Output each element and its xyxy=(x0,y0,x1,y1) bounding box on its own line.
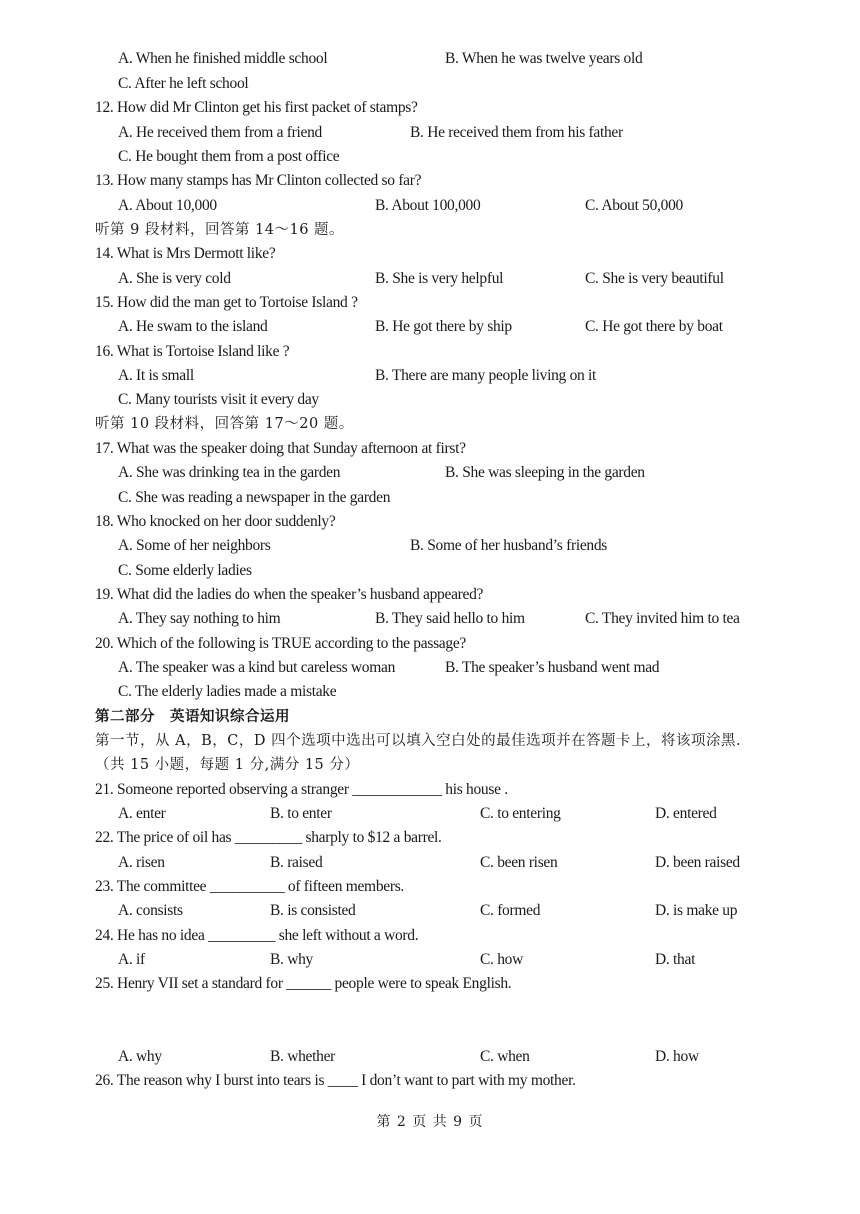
question-line xyxy=(0,169,860,193)
question-line xyxy=(0,972,860,996)
options-line xyxy=(0,559,860,583)
options-line xyxy=(0,388,860,412)
question-text: 17. What was the speaker doing that Sunday afternoon at first? xyxy=(95,440,466,457)
answer-option: B. She was sleeping in the garden xyxy=(445,464,645,481)
options-line xyxy=(0,461,860,485)
answer-option: A. consists xyxy=(118,902,183,919)
question-text: 16. What is Tortoise Island like ? xyxy=(95,343,290,360)
answer-option: D. that xyxy=(655,951,696,968)
options-line xyxy=(0,1045,860,1069)
question-text: 22. The price of oil has _________ sharply to $12 a barrel. xyxy=(95,829,442,846)
answer-option: C. formed xyxy=(480,902,541,919)
question-text: 21. Someone reported observing a stranger ____________ his house . xyxy=(95,781,508,798)
question-text: 26. The reason why I burst into tears is ____ I don’t want to part with my mother. xyxy=(95,1072,576,1089)
answer-option: A. Some of her neighbors xyxy=(118,537,271,554)
answer-option: B. whether xyxy=(270,1048,336,1065)
question-text: 12. How did Mr Clinton get his first packet of stamps? xyxy=(95,99,418,116)
question-line xyxy=(0,632,860,656)
options-line xyxy=(0,899,860,923)
question-text: 25. Henry VII set a standard for ______ people were to speak English. xyxy=(95,975,512,992)
question-line xyxy=(0,340,860,364)
options-line xyxy=(0,486,860,510)
question-text: 14. What is Mrs Dermott like? xyxy=(95,245,276,262)
instruction-line xyxy=(0,753,860,777)
options-line xyxy=(0,72,860,96)
answer-option: A. enter xyxy=(118,805,166,822)
answer-option: A. She is very cold xyxy=(118,270,231,287)
options-line xyxy=(0,534,860,558)
question-line xyxy=(0,875,860,899)
answer-option: B. She is very helpful xyxy=(375,270,504,287)
answer-option: C. They invited him to tea xyxy=(585,610,740,627)
question-line xyxy=(0,510,860,534)
options-line xyxy=(0,948,860,972)
answer-option: C. to entering xyxy=(480,805,561,822)
answer-option: A. She was drinking tea in the garden xyxy=(118,464,341,481)
answer-option: A. why xyxy=(118,1048,162,1065)
section-heading xyxy=(0,705,860,729)
answer-option: C. He got there by boat xyxy=(585,318,723,335)
answer-option: A. They say nothing to him xyxy=(118,610,281,627)
answer-option: B. is consisted xyxy=(270,902,356,919)
question-line xyxy=(0,924,860,948)
answer-option: A. He received them from a friend xyxy=(118,124,322,141)
answer-option: A. The speaker was a kind but careless woman xyxy=(118,659,396,676)
text: 听第 10 段材料，回答第 17～20 题。 xyxy=(95,416,354,432)
question-text: 13. How many stamps has Mr Clinton collected so far? xyxy=(95,172,422,189)
answer-option: B. About 100,000 xyxy=(375,197,481,214)
answer-option: D. is make up xyxy=(655,902,738,919)
answer-option: B. They said hello to him xyxy=(375,610,525,627)
options-line xyxy=(0,364,860,388)
question-line xyxy=(0,437,860,461)
answer-option: C. when xyxy=(480,1048,530,1065)
text: 第二部分 英语知识综合运用 xyxy=(95,708,290,725)
answer-option: B. why xyxy=(270,951,313,968)
question-line xyxy=(0,242,860,266)
answer-option: B. He got there by ship xyxy=(375,318,512,335)
answer-option: C. Some elderly ladies xyxy=(118,562,252,579)
question-line xyxy=(0,826,860,850)
options-line xyxy=(0,315,860,339)
answer-option: D. entered xyxy=(655,805,717,822)
page-footer: 第 2 页 共 9 页 xyxy=(376,1114,484,1130)
answer-option: A. It is small xyxy=(118,367,194,384)
question-text: 15. How did the man get to Tortoise Island ? xyxy=(95,294,358,311)
question-line xyxy=(0,96,860,120)
options-line xyxy=(0,267,860,291)
options-line xyxy=(0,194,860,218)
answer-option: C. Many tourists visit it every day xyxy=(118,391,319,408)
answer-option: A. When he finished middle school xyxy=(118,50,328,67)
answer-option: C. The elderly ladies made a mistake xyxy=(118,683,337,700)
answer-option: A. About 10,000 xyxy=(118,197,217,214)
answer-option: C. She was reading a newspaper in the garden xyxy=(118,489,391,506)
answer-option: C. been risen xyxy=(480,854,558,871)
answer-option: B. When he was twelve years old xyxy=(445,50,643,67)
instruction-line xyxy=(0,412,860,436)
answer-option: B. Some of her husband’s friends xyxy=(410,537,608,554)
answer-option: D. been raised xyxy=(655,854,740,871)
question-line xyxy=(0,583,860,607)
answer-option: B. raised xyxy=(270,854,323,871)
answer-option: C. About 50,000 xyxy=(585,197,683,214)
question-text: 23. The committee __________ of fifteen members. xyxy=(95,878,405,895)
instruction-line xyxy=(0,729,860,753)
answer-option: D. how xyxy=(655,1048,699,1065)
options-line xyxy=(0,607,860,631)
question-line xyxy=(0,778,860,802)
answer-option: C. He bought them from a post office xyxy=(118,148,340,165)
question-text: 19. What did the ladies do when the speaker’s husband appeared? xyxy=(95,586,484,603)
question-line xyxy=(0,1069,860,1093)
options-line xyxy=(0,802,860,826)
answer-option: C. how xyxy=(480,951,523,968)
answer-option: B. The speaker’s husband went mad xyxy=(445,659,660,676)
answer-option: B. There are many people living on it xyxy=(375,367,597,384)
options-line xyxy=(0,656,860,680)
answer-option: B. to enter xyxy=(270,805,332,822)
options-line xyxy=(0,121,860,145)
text: 听第 9 段材料，回答第 14～16 题。 xyxy=(95,222,345,238)
question-text: 20. Which of the following is TRUE according to the passage? xyxy=(95,635,466,652)
instruction-line xyxy=(0,218,860,242)
question-line xyxy=(0,291,860,315)
answer-option: C. She is very beautiful xyxy=(585,270,724,287)
answer-option: A. if xyxy=(118,951,145,968)
answer-option: A. risen xyxy=(118,854,165,871)
options-line xyxy=(0,145,860,169)
answer-option: A. He swam to the island xyxy=(118,318,268,335)
text: （共 15 小题，每题 1 分,满分 15 分） xyxy=(95,757,360,773)
question-text: 18. Who knocked on her door suddenly? xyxy=(95,513,336,530)
answer-option: C. After he left school xyxy=(118,75,249,92)
options-line xyxy=(0,851,860,875)
options-line xyxy=(0,680,860,704)
text: 第一节，从 A，B，C，D 四个选项中选出可以填入空白处的最佳选项并在答题卡上，将该项涂黑. xyxy=(95,733,742,749)
question-text: 24. He has no idea _________ she left without a word. xyxy=(95,927,419,944)
options-line xyxy=(0,47,860,71)
answer-option: B. He received them from his father xyxy=(410,124,623,141)
